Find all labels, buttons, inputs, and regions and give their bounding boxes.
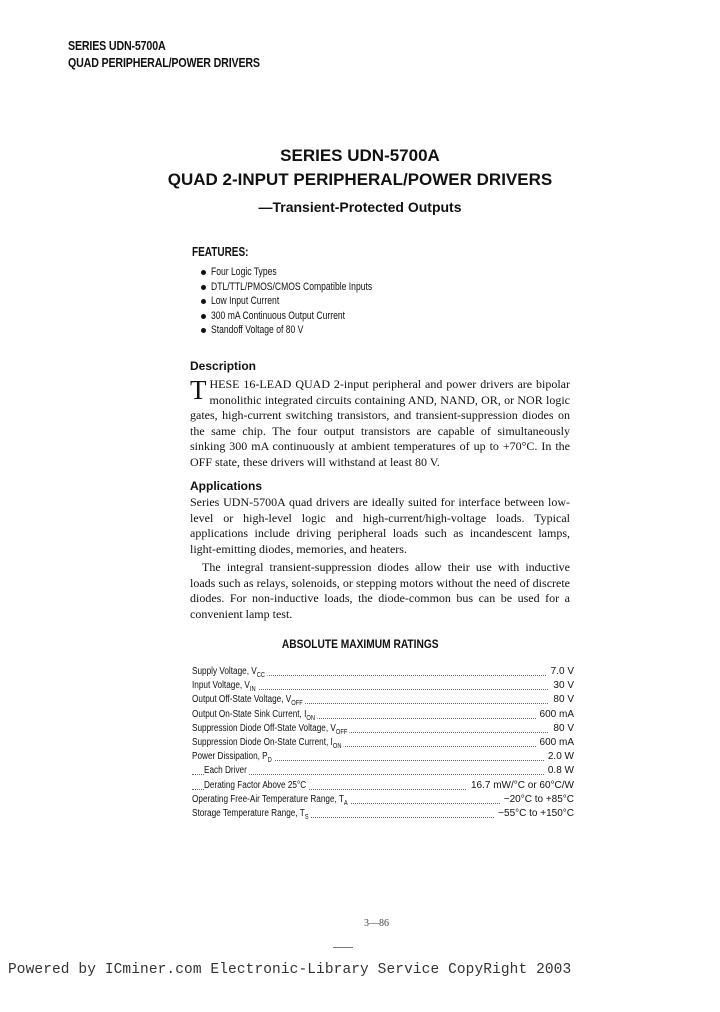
rating-value: 30 V xyxy=(549,680,574,691)
rating-row xyxy=(192,680,574,694)
running-header-series: SERIES UDN-5700A xyxy=(68,38,166,53)
rating-value: 80 V xyxy=(549,723,574,734)
running-header-title: QUAD PERIPHERAL/POWER DRIVERS xyxy=(68,55,260,70)
rating-row xyxy=(192,794,574,808)
bullet-icon xyxy=(201,270,206,275)
footer-watermark: Powered by ICminer.com Electronic-Library Service CopyRight 2003 xyxy=(8,962,572,978)
rating-row xyxy=(192,765,574,779)
document-title-series: SERIES UDN-5700A xyxy=(280,146,440,165)
description-text: HESE 16-LEAD QUAD 2-input peripheral and power drivers are bipolar monolithic integrated circuits containing AND, NAND, OR, or NOR logic gates, high-current switching transistors, and transient-suppression diodes on the same chip. The four output transistors are capable of simultaneously sinking 300 mA continuously at ambient temperatures of up to +70°C. In the OFF state, these drivers will withstand at least 80 V. xyxy=(190,377,570,469)
rating-label: Each Driver xyxy=(204,765,249,776)
rating-value: 600 mA xyxy=(536,737,574,748)
rating-label: Suppression Diode On-State Current, $I_{ON}$ xyxy=(192,737,344,750)
rating-row xyxy=(192,709,574,723)
rating-value: 16.7 mW/°C or 60°C/W xyxy=(467,780,574,791)
applications-heading: Applications xyxy=(190,479,263,493)
description-paragraph xyxy=(190,377,570,470)
rating-value: −55°C to +150°C xyxy=(494,808,574,819)
rating-label: Operating Free-Air Temperature Range, $T_A$ xyxy=(192,794,350,807)
description-heading: Description xyxy=(190,359,257,373)
ratings-heading: ABSOLUTE MAXIMUM RATINGS xyxy=(281,637,439,651)
rating-label: Output On-State Sink Current, $I_{ON}$ xyxy=(192,709,317,722)
bullet-icon xyxy=(201,328,206,333)
page-number: 3—86 xyxy=(364,918,389,929)
document-title: QUAD 2-INPUT PERIPHERAL/POWER DRIVERS xyxy=(167,170,553,189)
features-heading: FEATURES: xyxy=(192,245,249,259)
document-subtitle: —Transient-Protected Outputs xyxy=(258,199,462,215)
rating-label: Storage Temperature Range, $T_S$ xyxy=(192,808,311,821)
rating-row xyxy=(192,751,574,765)
footer-rule xyxy=(333,947,353,948)
bullet-icon xyxy=(201,299,206,304)
rating-label: Output Off-State Voltage, $V_{OFF}$ xyxy=(192,694,305,707)
rating-row xyxy=(192,737,574,751)
rating-label: Input Voltage, $V_{IN}$ xyxy=(192,680,258,693)
bullet-icon xyxy=(201,285,206,290)
drop-cap: T xyxy=(190,375,207,405)
rating-value: 7.0 V xyxy=(547,666,574,677)
rating-row xyxy=(192,780,574,794)
rating-label: Supply Voltage, $V_{CC}$ xyxy=(192,666,268,679)
bullet-icon xyxy=(201,314,206,319)
applications-paragraph-1: Series UDN-5700A quad drivers are ideally suited for interface between low-level or high-level logic and high-current/high-voltage loads. Typical applications include driving peripheral loads such as incandescent lamps, light-emitting diodes, memories, and heaters. xyxy=(190,495,570,556)
rating-row xyxy=(192,808,574,822)
rating-value: 600 mA xyxy=(536,709,574,720)
rating-row xyxy=(192,666,574,680)
rating-row xyxy=(192,723,574,737)
rating-label: Suppression Diode Off-State Voltage, $V_{OFF}$ xyxy=(192,723,350,736)
ratings-table xyxy=(192,666,574,822)
rating-value: 2.0 W xyxy=(544,751,574,762)
rating-value: 80 V xyxy=(549,694,574,705)
applications-paragraph-2: The integral transient-suppression diodes allow their use with inductive loads such as relays, solenoids, or stepping motors without the need of discrete diodes. For non-inductive loads, the diode-common bus can be used for a convenient lamp test. xyxy=(190,560,570,621)
rating-label: Power Dissipation, $P_D$ xyxy=(192,751,274,764)
rating-value: 0.8 W xyxy=(544,765,574,776)
rating-value: −20°C to +85°C xyxy=(500,794,574,805)
rating-label: Derating Factor Above 25°C xyxy=(204,780,309,791)
rating-row xyxy=(192,694,574,708)
